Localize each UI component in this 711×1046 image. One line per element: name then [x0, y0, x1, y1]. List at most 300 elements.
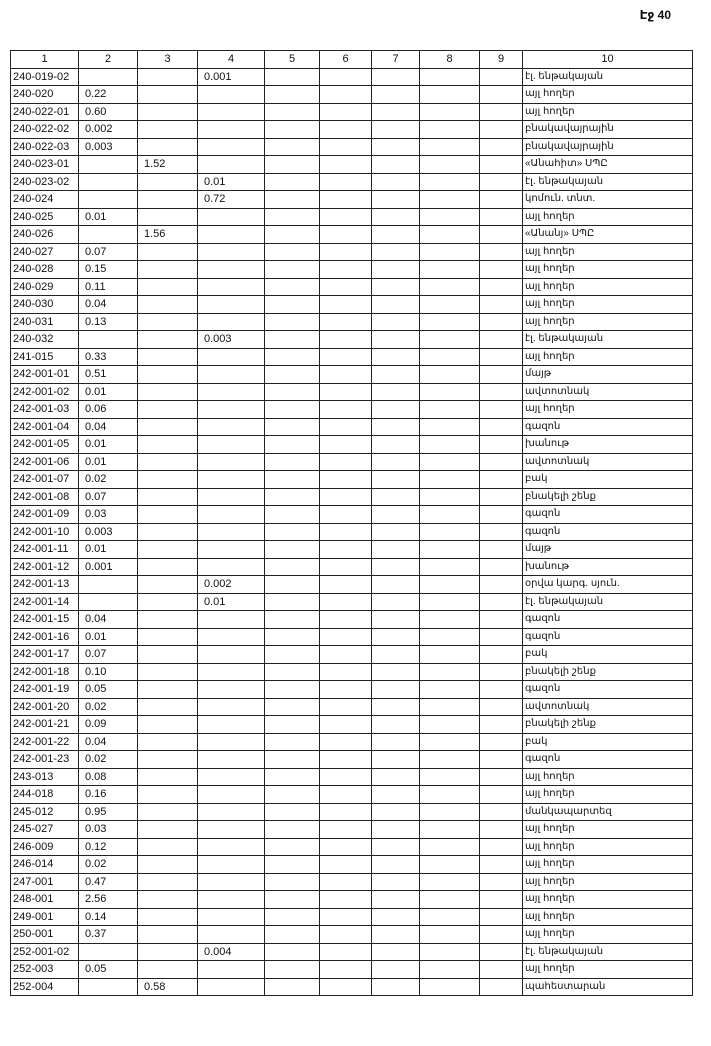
table-row	[11, 471, 693, 489]
area-cell-col7	[372, 838, 420, 856]
area-cell-col3	[138, 663, 198, 681]
area-cell-col6	[320, 401, 372, 419]
area-cell-col7	[372, 261, 420, 279]
parcel-code-cell: 240-030	[11, 296, 79, 314]
land-use-cell: «Անանյ» ՍՊԸ	[523, 226, 693, 244]
area-cell-col5	[265, 558, 320, 576]
area-cell-col8	[420, 821, 480, 839]
area-cell-col8	[420, 173, 480, 191]
area-cell-col2: 0.03	[79, 821, 138, 839]
area-cell-col2: 0.22	[79, 86, 138, 104]
area-cell-col8	[420, 208, 480, 226]
area-cell-col7	[372, 751, 420, 769]
parcel-code-cell: 240-022-01	[11, 103, 79, 121]
area-cell-col2: 0.33	[79, 348, 138, 366]
area-cell-col3	[138, 243, 198, 261]
area-cell-col3	[138, 506, 198, 524]
table-row	[11, 348, 693, 366]
column-header-9: 9	[480, 51, 523, 69]
area-cell-col5	[265, 733, 320, 751]
area-cell-col4	[198, 698, 265, 716]
area-cell-col4	[198, 348, 265, 366]
area-cell-col4	[198, 646, 265, 664]
table-row	[11, 313, 693, 331]
area-cell-col6	[320, 663, 372, 681]
table-row	[11, 121, 693, 139]
area-cell-col9	[480, 173, 523, 191]
area-cell-col4: 0.01	[198, 173, 265, 191]
table-row	[11, 751, 693, 769]
parcel-code-cell: 242-001-13	[11, 576, 79, 594]
table-row	[11, 681, 693, 699]
area-cell-col6	[320, 366, 372, 384]
parcel-code-cell: 242-001-22	[11, 733, 79, 751]
area-cell-col2: 0.07	[79, 646, 138, 664]
area-cell-col4	[198, 716, 265, 734]
area-cell-col5	[265, 261, 320, 279]
parcel-code-cell: 240-020	[11, 86, 79, 104]
area-cell-col2: 0.02	[79, 698, 138, 716]
table-row	[11, 611, 693, 629]
area-cell-col3	[138, 821, 198, 839]
area-cell-col2: 0.47	[79, 873, 138, 891]
area-cell-col7	[372, 943, 420, 961]
area-cell-col8	[420, 331, 480, 349]
area-cell-col2: 0.13	[79, 313, 138, 331]
area-cell-col9	[480, 348, 523, 366]
column-header-5: 5	[265, 51, 320, 69]
area-cell-col6	[320, 803, 372, 821]
area-cell-col9	[480, 68, 523, 86]
area-cell-col7	[372, 453, 420, 471]
area-cell-col2: 0.07	[79, 243, 138, 261]
area-cell-col5	[265, 226, 320, 244]
area-cell-col4	[198, 103, 265, 121]
area-cell-col2: 0.11	[79, 278, 138, 296]
area-cell-col4	[198, 558, 265, 576]
table-row	[11, 891, 693, 909]
area-cell-col4	[198, 786, 265, 804]
area-cell-col3	[138, 68, 198, 86]
area-cell-col8	[420, 593, 480, 611]
land-use-cell: էլ. ենթակայան	[523, 331, 693, 349]
area-cell-col7	[372, 488, 420, 506]
area-cell-col3	[138, 558, 198, 576]
area-cell-col5	[265, 208, 320, 226]
land-use-cell: ավտոտնակ	[523, 453, 693, 471]
area-cell-col9	[480, 943, 523, 961]
area-cell-col3	[138, 873, 198, 891]
area-cell-col6	[320, 436, 372, 454]
area-cell-col8	[420, 716, 480, 734]
area-cell-col9	[480, 383, 523, 401]
area-cell-col5	[265, 523, 320, 541]
area-cell-col4	[198, 453, 265, 471]
parcel-code-cell: 242-001-09	[11, 506, 79, 524]
area-cell-col9	[480, 331, 523, 349]
area-cell-col9	[480, 821, 523, 839]
table-row	[11, 856, 693, 874]
area-cell-col2: 0.03	[79, 506, 138, 524]
area-cell-col5	[265, 628, 320, 646]
area-cell-col4	[198, 121, 265, 139]
area-cell-col6	[320, 856, 372, 874]
area-cell-col5	[265, 821, 320, 839]
area-cell-col8	[420, 261, 480, 279]
column-header-2: 2	[79, 51, 138, 69]
land-use-cell: այլ հողեր	[523, 86, 693, 104]
area-cell-col9	[480, 243, 523, 261]
area-cell-col7	[372, 68, 420, 86]
area-cell-col5	[265, 926, 320, 944]
land-use-cell: էլ. ենթակայան	[523, 593, 693, 611]
area-cell-col8	[420, 856, 480, 874]
area-cell-col4	[198, 663, 265, 681]
area-cell-col5	[265, 506, 320, 524]
area-cell-col6	[320, 611, 372, 629]
area-cell-col5	[265, 943, 320, 961]
land-use-cell: այլ հողեր	[523, 278, 693, 296]
area-cell-col3	[138, 681, 198, 699]
area-cell-col3	[138, 733, 198, 751]
area-cell-col7	[372, 156, 420, 174]
area-cell-col3	[138, 611, 198, 629]
area-cell-col8	[420, 961, 480, 979]
area-cell-col7	[372, 383, 420, 401]
area-cell-col2: 0.01	[79, 383, 138, 401]
area-cell-col2: 0.07	[79, 488, 138, 506]
area-cell-col7	[372, 891, 420, 909]
area-cell-col4	[198, 768, 265, 786]
land-use-cell: գազոն	[523, 418, 693, 436]
area-cell-col4: 0.002	[198, 576, 265, 594]
area-cell-col3	[138, 366, 198, 384]
area-cell-col2: 0.08	[79, 768, 138, 786]
area-cell-col8	[420, 226, 480, 244]
table-row	[11, 821, 693, 839]
parcel-code-cell: 249-001	[11, 908, 79, 926]
area-cell-col4	[198, 838, 265, 856]
column-header-3: 3	[138, 51, 198, 69]
area-cell-col9	[480, 471, 523, 489]
table-row	[11, 873, 693, 891]
area-cell-col8	[420, 576, 480, 594]
area-cell-col5	[265, 156, 320, 174]
area-cell-col6	[320, 471, 372, 489]
area-cell-col3	[138, 208, 198, 226]
area-cell-col5	[265, 488, 320, 506]
parcel-code-cell: 242-001-05	[11, 436, 79, 454]
table-row	[11, 436, 693, 454]
parcel-code-cell: 240-022-02	[11, 121, 79, 139]
land-use-cell: գազոն	[523, 523, 693, 541]
parcel-code-cell: 242-001-12	[11, 558, 79, 576]
area-cell-col3	[138, 908, 198, 926]
area-cell-col7	[372, 698, 420, 716]
column-header-4: 4	[198, 51, 265, 69]
area-cell-col3	[138, 856, 198, 874]
table-row	[11, 978, 693, 996]
area-cell-col8	[420, 628, 480, 646]
area-cell-col7	[372, 821, 420, 839]
area-cell-col7	[372, 173, 420, 191]
area-cell-col8	[420, 768, 480, 786]
area-cell-col9	[480, 891, 523, 909]
column-header-7: 7	[372, 51, 420, 69]
area-cell-col6	[320, 121, 372, 139]
parcel-code-cell: 242-001-01	[11, 366, 79, 384]
area-cell-col2: 0.12	[79, 838, 138, 856]
area-cell-col7	[372, 366, 420, 384]
land-use-cell: բնակելի շենք	[523, 488, 693, 506]
land-use-cell: այլ հողեր	[523, 208, 693, 226]
land-use-cell: էլ. ենթակայան	[523, 943, 693, 961]
area-cell-col2: 0.37	[79, 926, 138, 944]
area-cell-col8	[420, 383, 480, 401]
area-cell-col4	[198, 961, 265, 979]
table-row	[11, 68, 693, 86]
table-row	[11, 261, 693, 279]
area-cell-col7	[372, 961, 420, 979]
land-parcel-table	[10, 50, 693, 996]
area-cell-col3: 0.58	[138, 978, 198, 996]
table-row	[11, 803, 693, 821]
area-cell-col2: 0.06	[79, 401, 138, 419]
area-cell-col9	[480, 716, 523, 734]
area-cell-col3	[138, 86, 198, 104]
area-cell-col9	[480, 838, 523, 856]
area-cell-col4	[198, 366, 265, 384]
area-cell-col6	[320, 173, 372, 191]
area-cell-col6	[320, 243, 372, 261]
area-cell-col7	[372, 86, 420, 104]
area-cell-col8	[420, 121, 480, 139]
area-cell-col3	[138, 261, 198, 279]
land-use-cell: ավտոտնակ	[523, 383, 693, 401]
area-cell-col8	[420, 453, 480, 471]
table-row	[11, 138, 693, 156]
area-cell-col9	[480, 611, 523, 629]
area-cell-col4	[198, 418, 265, 436]
area-cell-col9	[480, 366, 523, 384]
area-cell-col3	[138, 786, 198, 804]
area-cell-col6	[320, 838, 372, 856]
area-cell-col4	[198, 821, 265, 839]
area-cell-col7	[372, 436, 420, 454]
area-cell-col9	[480, 103, 523, 121]
parcel-code-cell: 240-023-01	[11, 156, 79, 174]
area-cell-col6	[320, 331, 372, 349]
area-cell-col7	[372, 138, 420, 156]
parcel-code-cell: 240-022-03	[11, 138, 79, 156]
area-cell-col9	[480, 226, 523, 244]
area-cell-col4	[198, 401, 265, 419]
area-cell-col6	[320, 943, 372, 961]
area-cell-col4: 0.72	[198, 191, 265, 209]
parcel-code-cell: 248-001	[11, 891, 79, 909]
area-cell-col7	[372, 208, 420, 226]
parcel-code-cell: 242-001-23	[11, 751, 79, 769]
area-cell-col6	[320, 628, 372, 646]
area-cell-col5	[265, 768, 320, 786]
land-use-cell: այլ հողեր	[523, 261, 693, 279]
area-cell-col3	[138, 138, 198, 156]
area-cell-col7	[372, 978, 420, 996]
area-cell-col6	[320, 681, 372, 699]
land-use-cell: այլ հողեր	[523, 926, 693, 944]
area-cell-col8	[420, 646, 480, 664]
area-cell-col9	[480, 541, 523, 559]
area-cell-col5	[265, 278, 320, 296]
land-use-cell: բնակելի շենք	[523, 663, 693, 681]
area-cell-col6	[320, 821, 372, 839]
table-row	[11, 418, 693, 436]
land-use-cell: այլ հողեր	[523, 103, 693, 121]
area-cell-col3	[138, 488, 198, 506]
table-row	[11, 86, 693, 104]
table-row	[11, 663, 693, 681]
area-cell-col2: 0.51	[79, 366, 138, 384]
area-cell-col3	[138, 348, 198, 366]
area-cell-col6	[320, 261, 372, 279]
land-use-cell: գազոն	[523, 628, 693, 646]
table-row	[11, 331, 693, 349]
area-cell-col4	[198, 803, 265, 821]
table-row	[11, 506, 693, 524]
area-cell-col3	[138, 943, 198, 961]
area-cell-col3	[138, 401, 198, 419]
area-cell-col8	[420, 786, 480, 804]
area-cell-col9	[480, 156, 523, 174]
area-cell-col7	[372, 611, 420, 629]
land-use-cell: խանութ	[523, 558, 693, 576]
area-cell-col2: 0.16	[79, 786, 138, 804]
area-cell-col9	[480, 768, 523, 786]
area-cell-col7	[372, 226, 420, 244]
area-cell-col4	[198, 751, 265, 769]
area-cell-col9	[480, 506, 523, 524]
area-cell-col3	[138, 838, 198, 856]
table-row	[11, 786, 693, 804]
area-cell-col8	[420, 348, 480, 366]
area-cell-col3	[138, 296, 198, 314]
land-use-cell: գազոն	[523, 681, 693, 699]
table-row	[11, 908, 693, 926]
parcel-code-cell: 240-024	[11, 191, 79, 209]
area-cell-col2: 0.01	[79, 453, 138, 471]
area-cell-col9	[480, 681, 523, 699]
area-cell-col2: 0.05	[79, 681, 138, 699]
area-cell-col9	[480, 961, 523, 979]
area-cell-col2: 0.003	[79, 138, 138, 156]
land-use-cell: մանկապարտեզ	[523, 803, 693, 821]
area-cell-col5	[265, 716, 320, 734]
area-cell-col5	[265, 576, 320, 594]
area-cell-col4	[198, 611, 265, 629]
area-cell-col4	[198, 733, 265, 751]
area-cell-col5	[265, 453, 320, 471]
land-use-cell: բնակելի շենք	[523, 716, 693, 734]
area-cell-col7	[372, 856, 420, 874]
area-cell-col5	[265, 68, 320, 86]
area-cell-col6	[320, 383, 372, 401]
area-cell-col7	[372, 418, 420, 436]
column-header-10: 10	[523, 51, 693, 69]
table-row	[11, 173, 693, 191]
land-use-cell: մայթ	[523, 366, 693, 384]
area-cell-col8	[420, 663, 480, 681]
area-cell-col5	[265, 348, 320, 366]
parcel-code-cell: 246-014	[11, 856, 79, 874]
area-cell-col6	[320, 698, 372, 716]
table-row	[11, 208, 693, 226]
area-cell-col9	[480, 138, 523, 156]
area-cell-col2: 0.10	[79, 663, 138, 681]
area-cell-col9	[480, 558, 523, 576]
land-use-cell: այլ հողեր	[523, 891, 693, 909]
area-cell-col3	[138, 576, 198, 594]
area-cell-col3	[138, 278, 198, 296]
area-cell-col2: 0.02	[79, 751, 138, 769]
land-use-cell: այլ հողեր	[523, 296, 693, 314]
area-cell-col4	[198, 471, 265, 489]
area-cell-col6	[320, 488, 372, 506]
area-cell-col6	[320, 226, 372, 244]
area-cell-col3	[138, 173, 198, 191]
parcel-code-cell: 245-012	[11, 803, 79, 821]
parcel-code-cell: 240-019-02	[11, 68, 79, 86]
table-row	[11, 838, 693, 856]
area-cell-col9	[480, 208, 523, 226]
area-cell-col8	[420, 681, 480, 699]
area-cell-col5	[265, 191, 320, 209]
area-cell-col2	[79, 943, 138, 961]
area-cell-col7	[372, 523, 420, 541]
area-cell-col5	[265, 418, 320, 436]
area-cell-col5	[265, 891, 320, 909]
area-cell-col6	[320, 86, 372, 104]
area-cell-col2: 0.05	[79, 961, 138, 979]
area-cell-col2: 0.09	[79, 716, 138, 734]
area-cell-col5	[265, 471, 320, 489]
area-cell-col6	[320, 191, 372, 209]
area-cell-col8	[420, 733, 480, 751]
parcel-code-cell: 246-009	[11, 838, 79, 856]
area-cell-col9	[480, 488, 523, 506]
area-cell-col8	[420, 471, 480, 489]
area-cell-col5	[265, 663, 320, 681]
land-use-cell: այլ հողեր	[523, 348, 693, 366]
area-cell-col8	[420, 366, 480, 384]
area-cell-col5	[265, 331, 320, 349]
parcel-code-cell: 252-003	[11, 961, 79, 979]
area-cell-col6	[320, 751, 372, 769]
area-cell-col7	[372, 296, 420, 314]
parcel-code-cell: 242-001-17	[11, 646, 79, 664]
area-cell-col6	[320, 978, 372, 996]
area-cell-col5	[265, 366, 320, 384]
parcel-code-cell: 252-004	[11, 978, 79, 996]
area-cell-col3	[138, 593, 198, 611]
area-cell-col2: 0.02	[79, 471, 138, 489]
area-cell-col7	[372, 191, 420, 209]
area-cell-col5	[265, 646, 320, 664]
area-cell-col9	[480, 646, 523, 664]
area-cell-col5	[265, 296, 320, 314]
area-cell-col8	[420, 838, 480, 856]
area-cell-col9	[480, 418, 523, 436]
area-cell-col6	[320, 68, 372, 86]
